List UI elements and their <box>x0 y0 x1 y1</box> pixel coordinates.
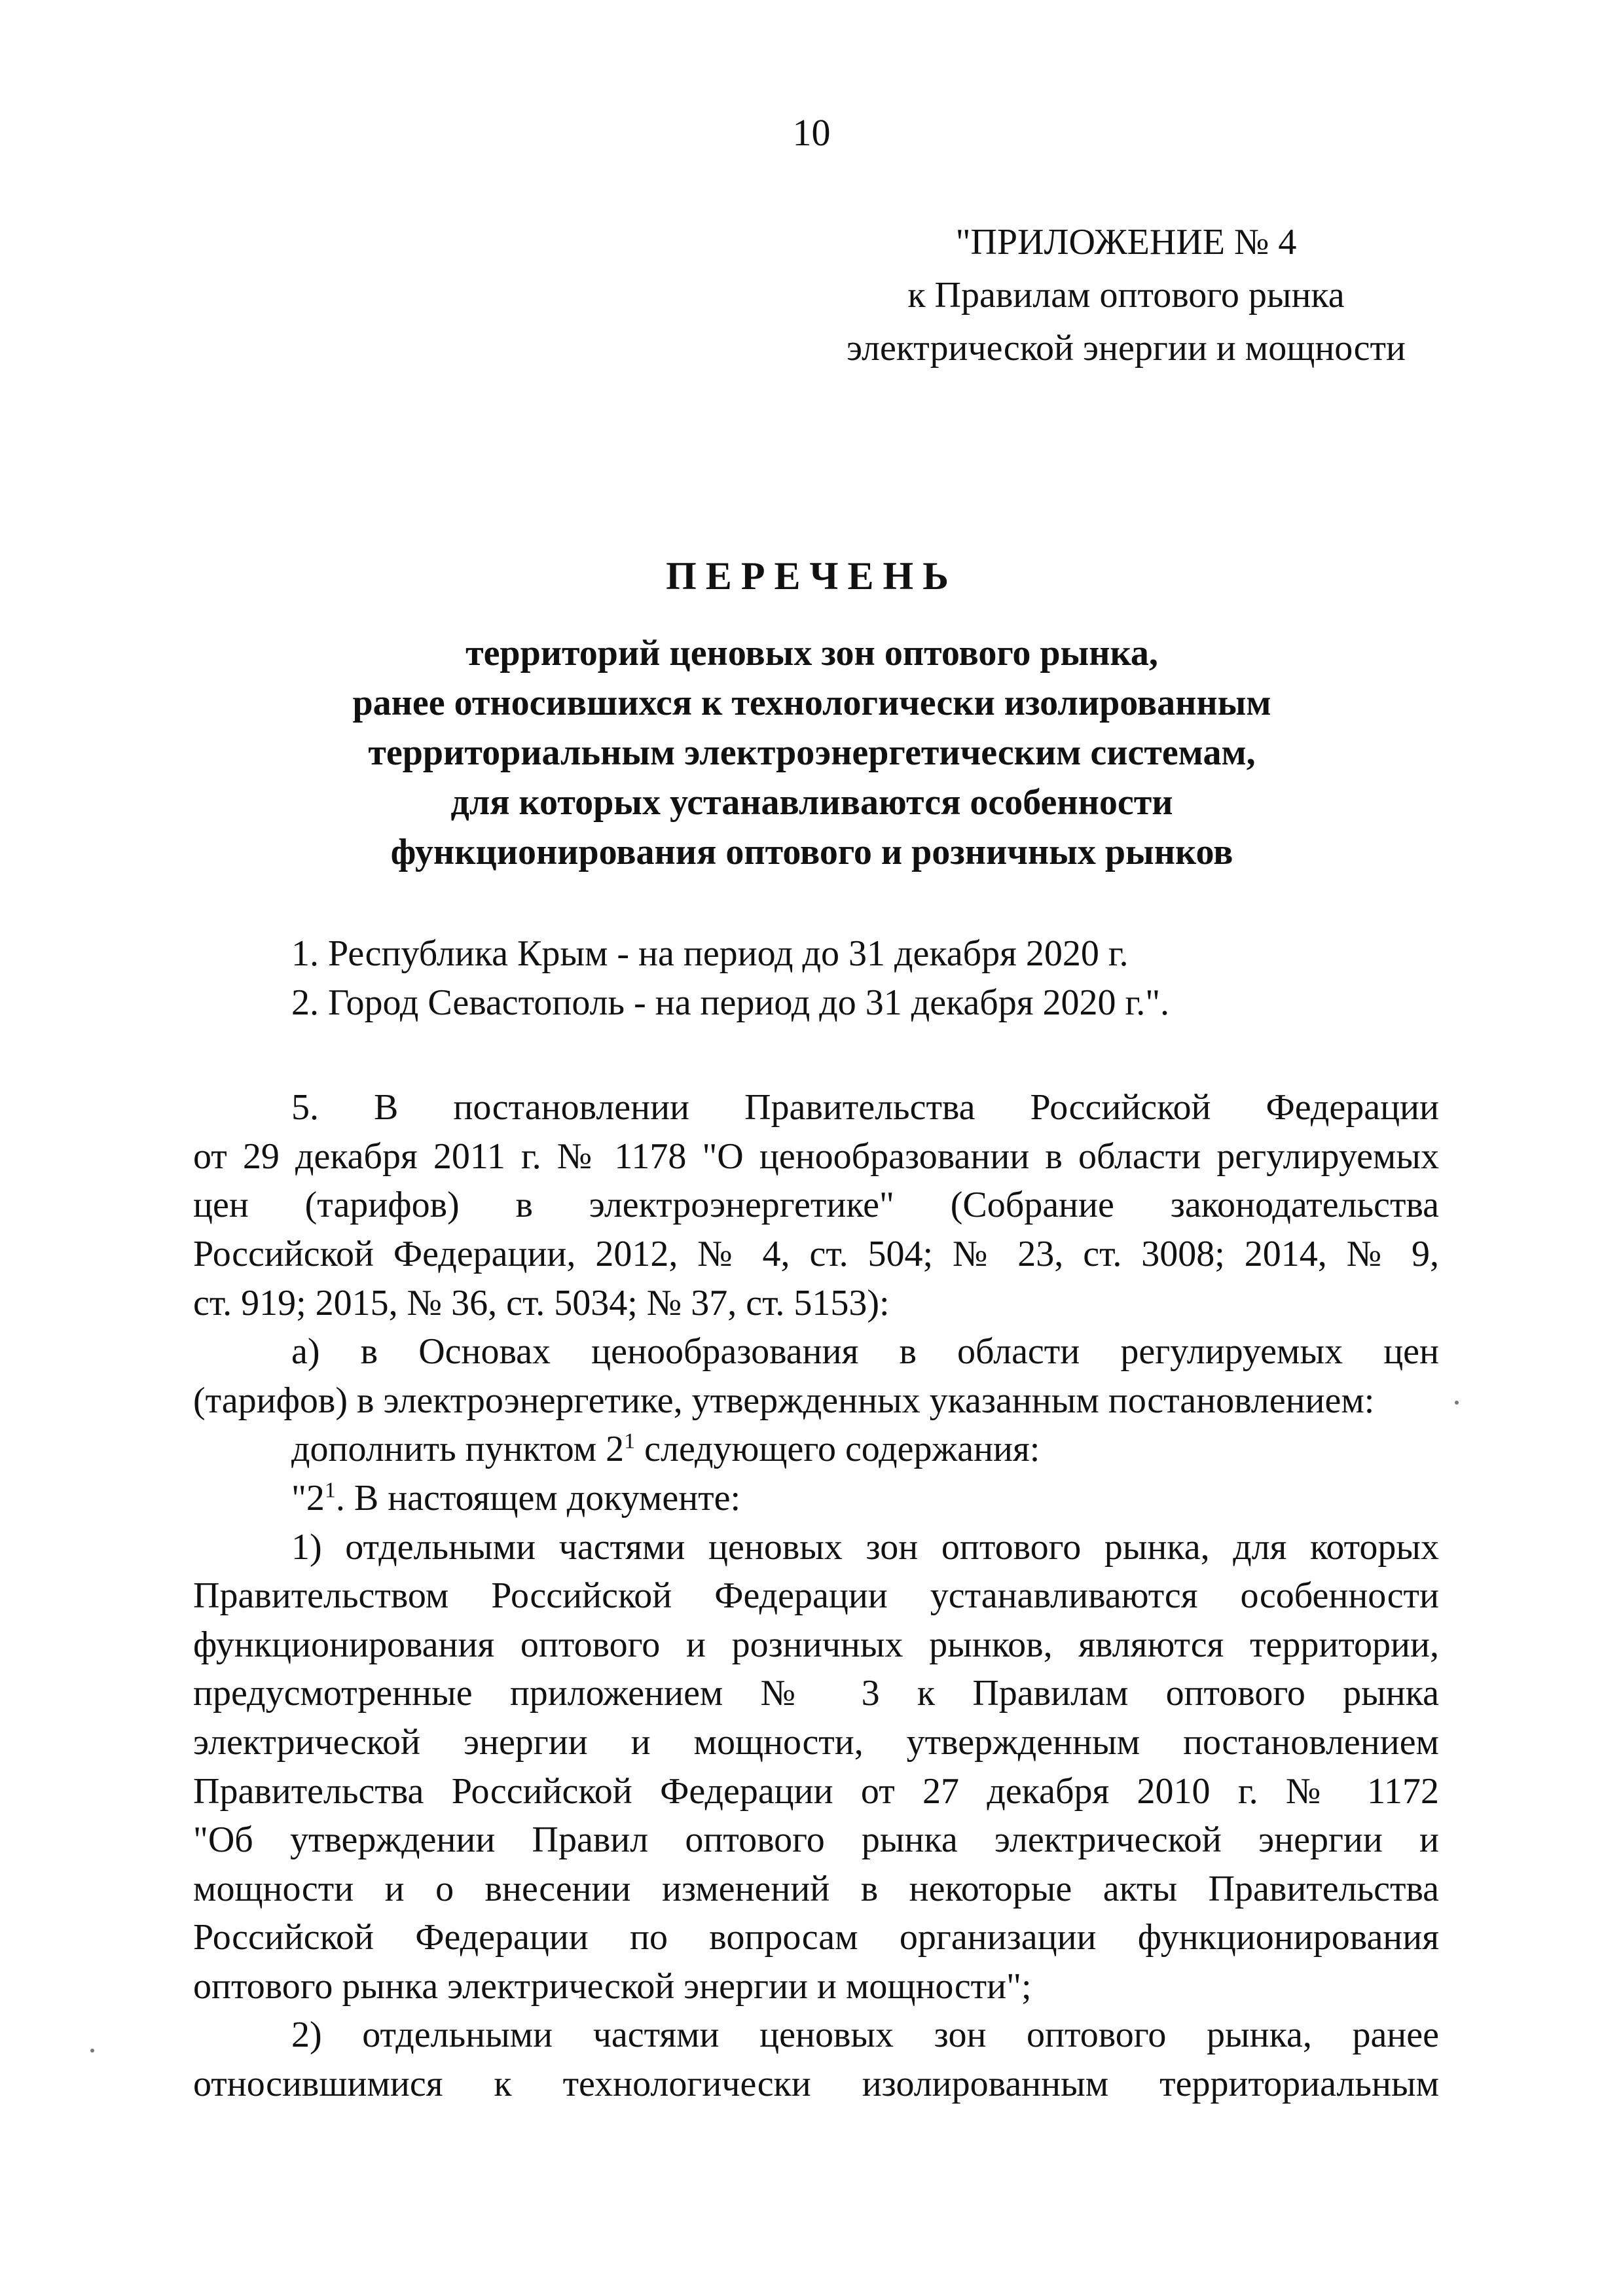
text-line: от 29 декабря 2011 г. № 1178 "О ценообразовании в области регулируемых <box>193 1136 1439 1177</box>
document-body <box>193 929 1439 2109</box>
text-line: предусмотренные приложением № 3 к Правилам оптового рынка <box>193 1673 1439 1714</box>
superscript: 1 <box>624 1429 636 1454</box>
text-line: функционирования оптового и розничных рынков, являются территории, <box>193 1624 1439 1665</box>
appendix-header <box>812 216 1440 375</box>
territory-list-item: 1. Республика Крым - на период до 31 декабря 2020 г. <box>291 933 1129 974</box>
appendix-reference-line: к Правилам оптового рынка <box>907 275 1345 315</box>
quote-prefix: "2 <box>291 1477 325 1518</box>
page-number: 10 <box>792 111 831 154</box>
scan-speck <box>90 2049 94 2053</box>
section-5-paragraph <box>193 1083 1439 1327</box>
item-a-paragraph <box>193 1327 1439 1425</box>
territory-list-item: 2. Город Севастополь - на период до 31 декабря 2020 г.". <box>291 982 1170 1023</box>
text-line: Правительством Российской Федерации устанавливаются особенности <box>193 1575 1439 1617</box>
text-line: ст. 919; 2015, № 36, ст. 5034; № 37, ст. 5153): <box>193 1282 890 1323</box>
document-title-block <box>196 550 1427 877</box>
title-subline: территориальным электроэнергетическим системам, <box>368 732 1256 773</box>
quote-line <box>193 1474 1439 1523</box>
item-1-paragraph <box>193 1523 1439 2011</box>
title-subline: ранее относившихся к технологически изолированным <box>352 683 1271 723</box>
title-subline: функционирования оптового и розничных рынков <box>390 832 1233 872</box>
text-line: мощности и о внесении изменений в некоторые акты Правительства <box>193 1868 1439 1909</box>
text-line: электрической энергии и мощности, утвержденным постановлением <box>193 1721 1439 1763</box>
text-line: 1) отдельными частями ценовых зон оптового рынка, для которых <box>291 1526 1439 1568</box>
item-2-paragraph <box>193 2011 1439 2108</box>
document-title: ПЕРЕЧЕНЬ <box>666 554 958 598</box>
text-line: оптового рынка электрической энергии и мощности"; <box>193 1965 1032 2007</box>
appendix-reference-line: электрической энергии и мощности <box>847 328 1406 368</box>
text-line: относившимися к технологически изолированным территориальным <box>193 2064 1439 2105</box>
supplement-suffix: следующего содержания: <box>635 1429 1040 1470</box>
quote-suffix: . В настоящем документе: <box>335 1477 741 1518</box>
text-line: Российской Федерации по вопросам организации функционирования <box>193 1917 1439 1958</box>
title-subline: территорий ценовых зон оптового рынка, <box>465 633 1158 673</box>
text-line: цен (тарифов) в электроэнергетике" (Собрание законодательства <box>193 1185 1439 1226</box>
text-line: 5. В постановлении Правительства Российской Федерации <box>291 1087 1439 1128</box>
text-line: Правительства Российской Федерации от 27 декабря 2010 г. № 1172 <box>193 1770 1439 1812</box>
supplement-line <box>193 1425 1439 1474</box>
scan-speck <box>1455 1401 1459 1405</box>
text-line: а) в Основах ценообразования в области регулируемых цен <box>291 1331 1439 1372</box>
supplement-prefix: дополнить пунктом 2 <box>291 1429 625 1470</box>
paragraph-spacer <box>193 1027 1439 1083</box>
appendix-title: "ПРИЛОЖЕНИЕ № 4 <box>955 222 1297 262</box>
text-line: (тарифов) в электроэнергетике, утвержденных указанным постановлением: <box>193 1380 1375 1421</box>
superscript: 1 <box>324 1478 336 1503</box>
title-subline: для которых устанавливаются особенности <box>450 782 1173 823</box>
text-line: 2) отдельными частями ценовых зон оптового рынка, ранее <box>291 2015 1439 2056</box>
text-line: Российской Федерации, 2012, № 4, ст. 504; № 23, ст. 3008; 2014, № 9, <box>193 1233 1439 1274</box>
text-line: "Об утверждении Правил оптового рынка электрической энергии и <box>193 1820 1439 1861</box>
